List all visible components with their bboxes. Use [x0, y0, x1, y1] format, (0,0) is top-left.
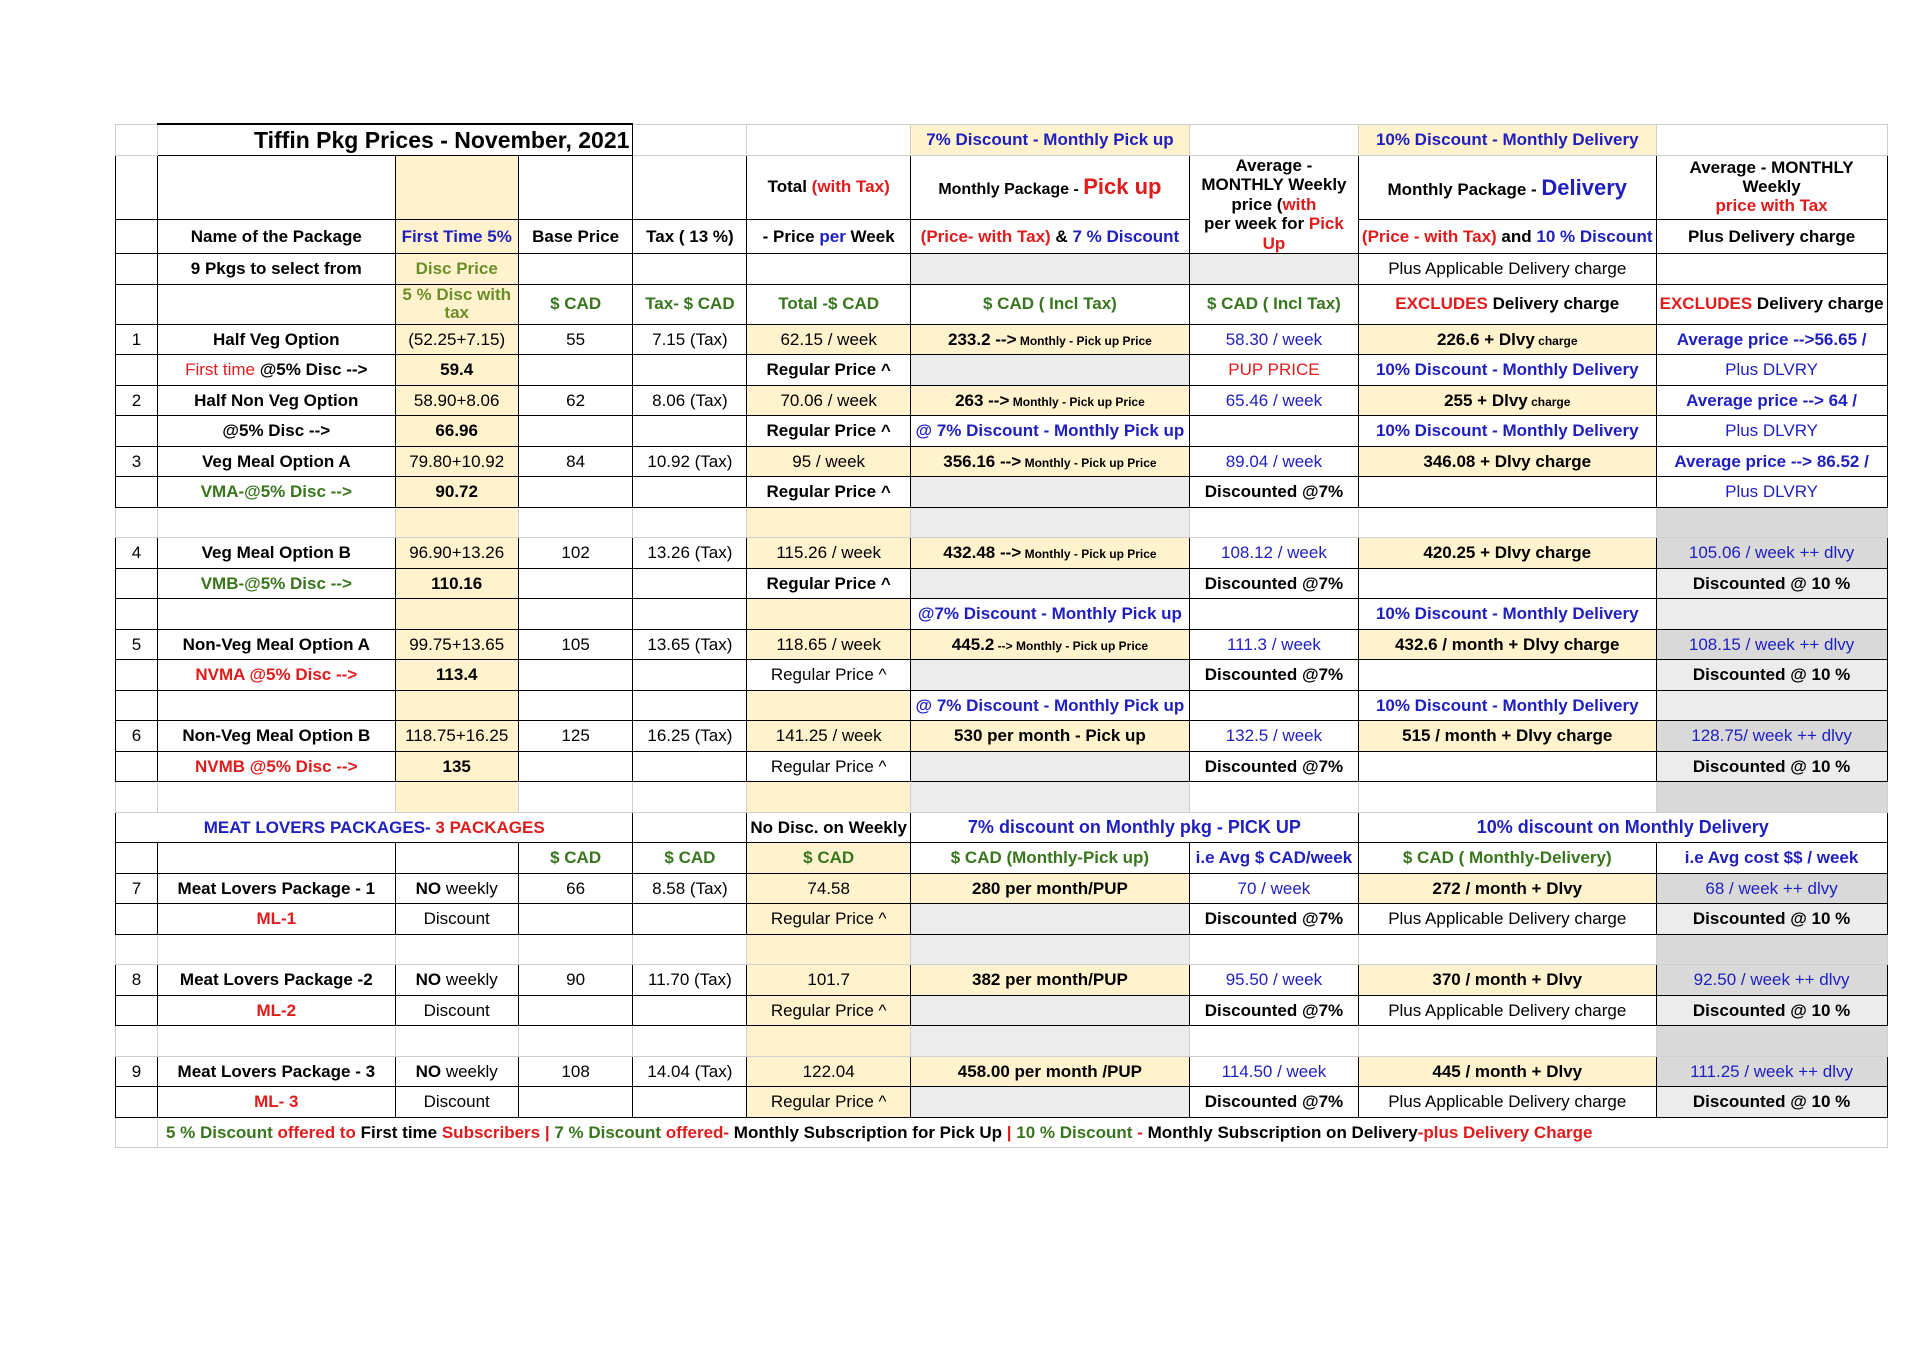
avg-pickup-header: Average - MONTHLY Weekly price (with per week for Pick Up — [1189, 155, 1358, 254]
footer-note: 5 % Discount offered to First time Subscribers | 7 % Discount offered- Monthly Subscription for Pick Up | 10 % Discount - Monthly Subscription on Delivery-plus Delivery Charge — [158, 1117, 1888, 1148]
pickup-package-header: Monthly Package - Pick up — [910, 155, 1189, 219]
table-row: VMA-@5% Disc --> 90.72 Regular Price ^ Discounted @7% Plus DLVRY — [116, 477, 1888, 508]
plus-delivery-header: Plus Delivery charge — [1656, 219, 1887, 253]
table-row: 1 Half Veg Option (52.25+7.15) 55 7.15 (Tax) 62.15 / week 233.2 --> Monthly - Pick up Price 58.30 / week 226.6 + Dlvy charge Average price -->56.65 / — [116, 324, 1888, 355]
sheet-title: Tiffin Pkg Prices - November, 2021 — [158, 124, 633, 155]
table-row: 5 Non-Veg Meal Option A 99.75+13.65 105 13.65 (Tax) 118.65 / week 445.2 --> Monthly - Pick up Price 111.3 / week 432.6 / month + Dlvy charge 108.15 / week ++ dlvy — [116, 629, 1888, 660]
delivery-excludes-header: EXCLUDES Delivery charge — [1358, 284, 1656, 324]
delivery-desc-header: (Price - with Tax) and 10 % Discount — [1358, 219, 1656, 253]
header-row-3 — [116, 254, 1888, 285]
meat-lovers-title: MEAT LOVERS PACKAGES- 3 PACKAGES — [116, 812, 633, 843]
table-row: 6 Non-Veg Meal Option B 118.75+16.25 125 16.25 (Tax) 141.25 / week 530 per month - Pick up 132.5 / week 515 / month + Dlvy charge 128.75/ week ++ dlvy — [116, 721, 1888, 752]
table-row: VMB-@5% Disc --> 110.16 Regular Price ^ Discounted @7% Discounted @ 10 % — [116, 568, 1888, 599]
no-disc-weekly: No Disc. on Weekly — [747, 812, 911, 843]
pickup-banner: 7% Discount - Monthly Pick up — [910, 124, 1189, 155]
total-header: Total (with Tax) — [747, 155, 911, 219]
table-row: @7% Discount - Monthly Pick up 10% Discount - Monthly Delivery — [116, 599, 1888, 630]
meat-lovers-header-row — [116, 812, 1888, 843]
spacer-row — [116, 507, 1888, 538]
header-row-2 — [116, 219, 1888, 253]
delivery-banner: 10% Discount - Monthly Delivery — [1358, 124, 1656, 155]
price-table — [115, 123, 1888, 1148]
first-time-header: First Time 5% — [395, 219, 518, 253]
table-row: ML-1 Discount Regular Price ^ Discounted @7% Plus Applicable Delivery charge Discounted @ 10 % — [116, 904, 1888, 935]
disc-with-tax-header: 5 % Disc with tax — [395, 284, 518, 324]
table-row: 8 Meat Lovers Package -2 NO weekly 90 11.70 (Tax) 101.7 382 per month/PUP 95.50 / week 370 / month + Dlvy 92.50 / week ++ dlvy — [116, 965, 1888, 996]
base-header: Base Price — [518, 219, 633, 253]
header-row-1 — [116, 155, 1888, 219]
spacer-row — [116, 782, 1888, 813]
header-row-4 — [116, 284, 1888, 324]
pickup-desc-header: (Price- with Tax) & 7 % Discount — [910, 219, 1189, 253]
table-row: ML- 3 Discount Regular Price ^ Discounted @7% Plus Applicable Delivery charge Discounted @ 10 % — [116, 1087, 1888, 1118]
table-row: @5% Disc --> 66.96 Regular Price ^ @ 7% Discount - Monthly Pick up 10% Discount - Monthly Delivery Plus DLVRY — [116, 416, 1888, 447]
table-row: First time @5% Disc --> 59.4 Regular Price ^ PUP PRICE 10% Discount - Monthly Delivery Plus DLVRY — [116, 355, 1888, 386]
meat-delivery-banner: 10% discount on Monthly Delivery — [1358, 812, 1887, 843]
disc-price-header: Disc Price — [395, 254, 518, 285]
table-row: NVMA @5% Disc --> 113.4 Regular Price ^ Discounted @7% Discounted @ 10 % — [116, 660, 1888, 691]
total-cad-header: Total -$ CAD — [747, 284, 911, 324]
table-row: 2 Half Non Veg Option 58.90+8.06 62 8.06 (Tax) 70.06 / week 263 --> Monthly - Pick up Price 65.46 / week 255 + Dlvy charge Average price --> 64 / — [116, 385, 1888, 416]
delivery-package-header: Monthly Package - Delivery — [1358, 155, 1656, 219]
avgd-excludes-header: EXCLUDES Delivery charge — [1656, 284, 1887, 324]
table-row: 9 Meat Lovers Package - 3 NO weekly 108 14.04 (Tax) 122.04 458.00 per month /PUP 114.50 / week 445 / month + Dlvy 111.25 / week ++ dlvy — [116, 1056, 1888, 1087]
meat-pickup-banner: 7% discount on Monthly pkg - PICK UP — [910, 812, 1358, 843]
tax-cad-header: Tax- $ CAD — [633, 284, 747, 324]
tax-header: Tax ( 13 %) — [633, 219, 747, 253]
table-row: 4 Veg Meal Option B 96.90+13.26 102 13.26 (Tax) 115.26 / week 432.48 --> Monthly - Pick up Price 108.12 / week 420.25 + Dlvy charge 105.06 / week ++ dlvy — [116, 538, 1888, 569]
pickup-cad-header: $ CAD ( Incl Tax) — [910, 284, 1189, 324]
total-week-header: - Price per Week — [747, 219, 911, 253]
meat-lovers-subheader-row: $ CAD $ CAD $ CAD $ CAD (Monthly-Pick up) i.e Avg $ CAD/week $ CAD ( Monthly-Delivery) i.e Avg cost $$ / week — [116, 843, 1888, 874]
table-row: 3 Veg Meal Option A 79.80+10.92 84 10.92 (Tax) 95 / week 356.16 --> Monthly - Pick up Price 89.04 / week 346.08 + Dlvy charge Average price --> 86.52 / — [116, 446, 1888, 477]
table-row: @ 7% Discount - Monthly Pick up 10% Discount - Monthly Delivery — [116, 690, 1888, 721]
spacer-row — [116, 934, 1888, 965]
delivery-charge-note: Plus Applicable Delivery charge — [1358, 254, 1656, 285]
name-header: Name of the Package — [158, 219, 396, 253]
title-row — [116, 124, 1888, 155]
name-sub-header: 9 Pkgs to select from — [158, 254, 396, 285]
avgp-cad-header: $ CAD ( Incl Tax) — [1189, 284, 1358, 324]
footer-row — [116, 1117, 1888, 1148]
table-row: NVMB @5% Disc --> 135 Regular Price ^ Discounted @7% Discounted @ 10 % — [116, 751, 1888, 782]
table-row: 7 Meat Lovers Package - 1 NO weekly 66 8.58 (Tax) 74.58 280 per month/PUP 70 / week 272 / month + Dlvy 68 / week ++ dlvy — [116, 873, 1888, 904]
table-row: ML-2 Discount Regular Price ^ Discounted @7% Plus Applicable Delivery charge Discounted @ 10 % — [116, 995, 1888, 1026]
spacer-row — [116, 1026, 1888, 1057]
cad-header: $ CAD — [518, 284, 633, 324]
avg-delivery-header: Average - MONTHLY Weekly price with Tax — [1656, 155, 1887, 219]
